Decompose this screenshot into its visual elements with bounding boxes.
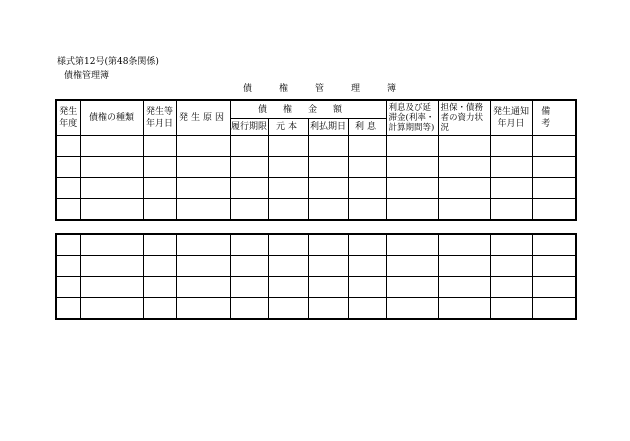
form-name-label: 債権管理簿 xyxy=(64,71,110,81)
form-number-label: 様式第12号(第48条関係) xyxy=(57,57,159,67)
header-interest-penalty: 利息及び延滞金(利率・計算期間等) xyxy=(386,100,438,136)
header-claim-type: 債権の種類 xyxy=(80,100,143,136)
header-interest: 利息 xyxy=(348,119,386,136)
claims-ledger-table xyxy=(55,99,577,320)
header-claim-amount: 債権金額 xyxy=(230,100,386,119)
header-interest-date: 利払期日 xyxy=(308,119,348,136)
header-performance-period: 履行期限 xyxy=(230,119,268,136)
header-notice-date: 発生通知 年月日 xyxy=(490,100,532,136)
header-origin-cause: 発生原因 xyxy=(176,100,230,136)
header-collateral: 担保・債務者の資力状況 xyxy=(438,100,490,136)
ledger-block-1 xyxy=(56,136,576,221)
header-origin-date: 発生等 年月日 xyxy=(143,100,176,136)
page-title: 債権管理簿 xyxy=(243,84,424,94)
header-principal: 元本 xyxy=(268,119,308,136)
header-remarks: 備考 xyxy=(532,100,576,136)
header-origin-year: 発生 年度 xyxy=(56,100,80,136)
ledger-block-2 xyxy=(56,234,576,319)
